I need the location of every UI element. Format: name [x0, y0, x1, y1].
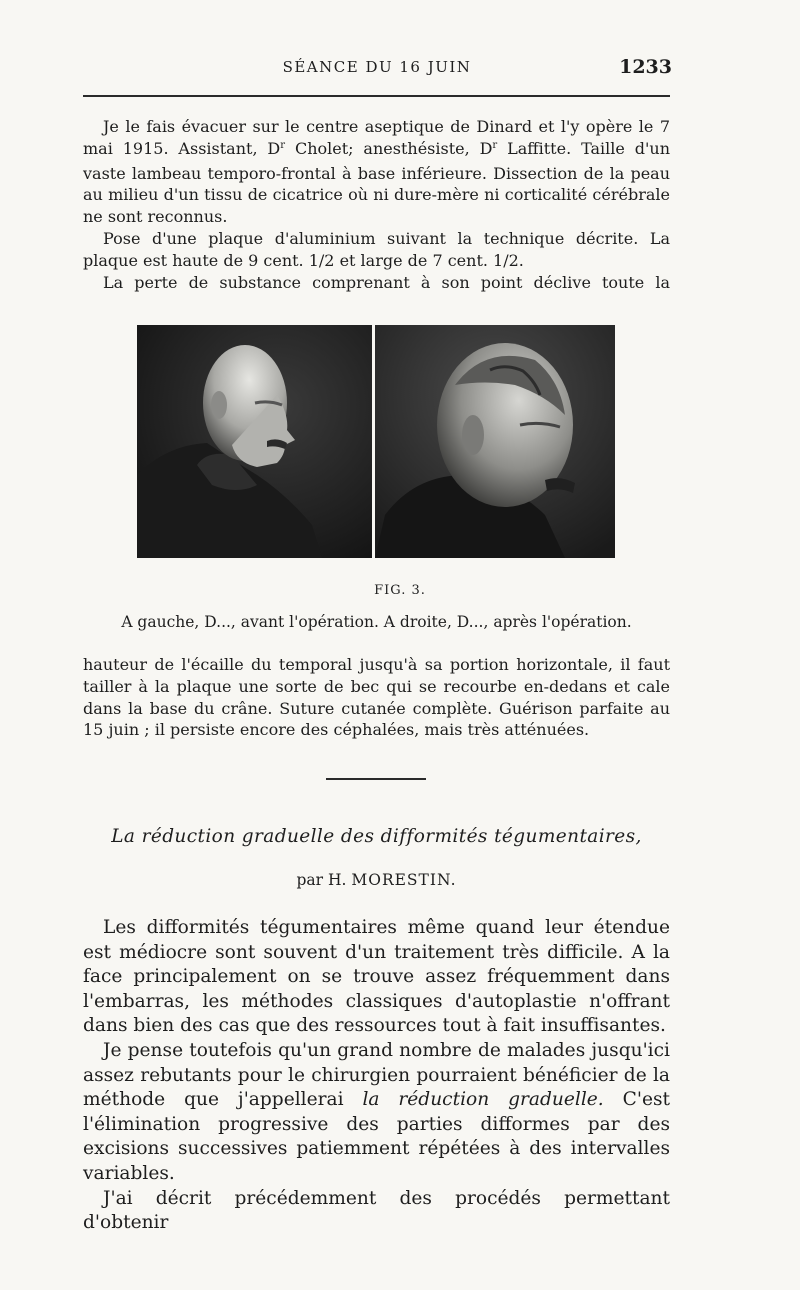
superscript: r	[492, 139, 498, 151]
photo-before-operation	[137, 325, 372, 558]
case-paragraph-1	[83, 116, 670, 228]
case-text: Laffitte. Taille d'un vaste lambeau temporo-frontal à base inférieure. Dissection de la peau au milieu d'un tissu de cicatrice où ni dure-mère ni corticalité cérébrale ne sont reconnus.	[83, 138, 671, 227]
photo-after-operation	[375, 325, 615, 558]
page-number: 1233	[619, 56, 672, 78]
article-paragraph-1: Les difformités tégumentaires même quand leur étendue est médiocre sont souvent d'un traitement très difficile. A la face principalement on se trouve assez fréquemment dans l'embarras, les méthodes classiques d'autoplastie n'offrant dans bien des cas que des ressources tout à fait insuffisantes.	[83, 917, 670, 1037]
article-text: C'est l'élimination progressive des parties difformes par des excisions successives patiemment répétées à des intervalles variables.	[83, 1089, 670, 1184]
superscript: r	[280, 139, 286, 151]
section-divider	[326, 778, 426, 780]
portrait-right-illustration	[375, 325, 615, 558]
article-paragraph-3: J'ai décrit précédemment des procédés permettant d'obtenir	[83, 1187, 670, 1234]
article-title: La réduction graduelle des difformités tégumentaires,	[111, 826, 642, 847]
article-author	[83, 871, 670, 889]
portrait-left-illustration	[137, 325, 372, 558]
figure-label: FIG. 3.	[374, 583, 426, 598]
case-text: Je le fais évacuer sur le centre aseptique de Dinard et l'y opère le 7 mai 1915. Assistant, D	[83, 117, 670, 158]
figure-3	[137, 325, 615, 558]
case-paragraph-2: Pose d'une plaque d'aluminium suivant la technique décrite. La plaque est haute de 9 cent. 1/2 et large de 7 cent. 1/2.	[83, 228, 670, 270]
article-text: Je pense toutefois qu'un grand nombre de malades jusqu'ici assez rebutants pour le chirurgien pourraient bénéficier de la méthode que j'appellerai	[83, 1039, 670, 1111]
case-report-lower	[83, 654, 670, 741]
running-head	[82, 58, 672, 82]
article-body	[83, 916, 670, 1236]
running-title: SÉANCE DU 16 JUIN	[282, 58, 472, 76]
author-name: MORESTIN.	[351, 871, 457, 889]
case-report-upper	[83, 116, 670, 293]
case-paragraph-3: La perte de substance comprenant à son point déclive toute la	[103, 272, 670, 292]
header-rule	[83, 95, 670, 97]
article-paragraph-2	[83, 1039, 670, 1187]
author-prefix: par H.	[296, 871, 352, 889]
case-text: Cholet; anesthésiste, D	[285, 138, 493, 158]
emphasis-text: la réduction graduelle.	[362, 1089, 604, 1111]
case-paragraph-continued: hauteur de l'écaille du temporal jusqu'à sa portion horizontale, il faut tailler à la plaque une sorte de bec qui se recourbe en-dedans et cale dans la base du crâne. Suture cutanée complète. Guérison parfaite au 15 juin ; il persiste encore des céphalées, mais très atténuées.	[83, 655, 670, 740]
figure-caption: A gauche, D..., avant l'opération. A droite, D..., après l'opération.	[121, 613, 632, 631]
